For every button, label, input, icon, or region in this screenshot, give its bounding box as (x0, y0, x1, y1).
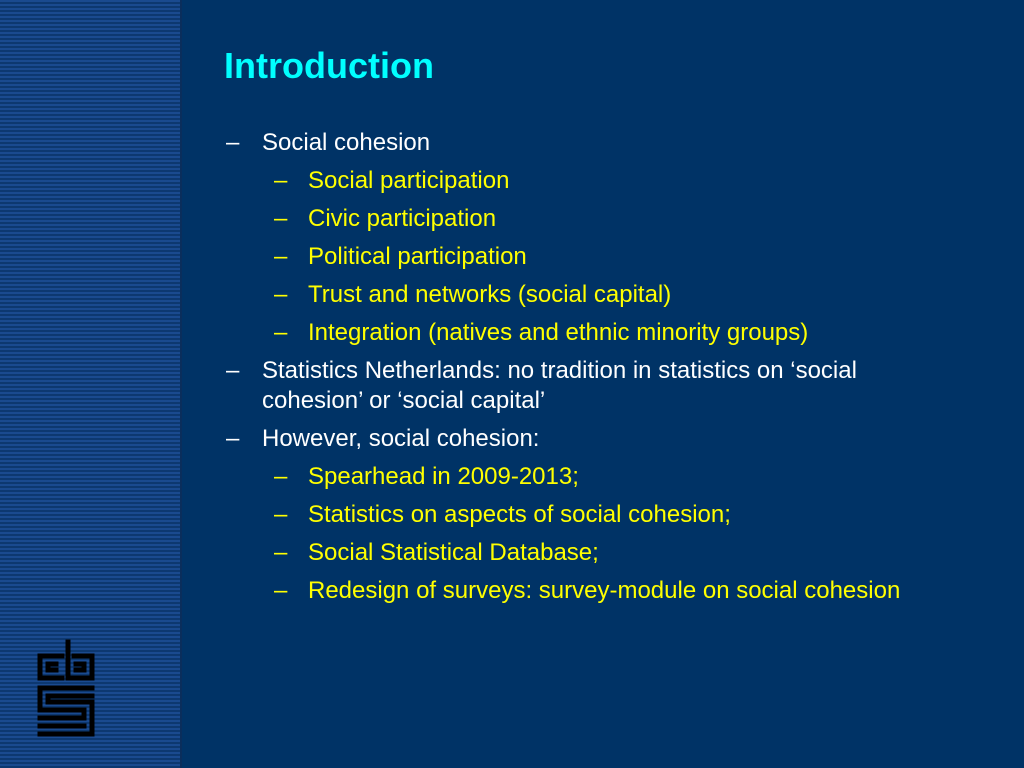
bullet-text: Trust and networks (social capital) (308, 281, 672, 308)
dash-bullet-icon: – (274, 463, 288, 490)
sub-bullet-item (224, 242, 924, 272)
sub-bullet-item (224, 500, 924, 530)
bullet-list (224, 128, 924, 606)
dash-bullet-icon: – (274, 577, 288, 604)
sub-bullet-item (224, 280, 924, 310)
bullet-text: Statistics Netherlands: no tradition in statistics on ‘social cohesion’ or ‘social capital’ (262, 357, 857, 414)
dash-bullet-icon: – (226, 357, 240, 384)
dash-bullet-icon: – (226, 425, 240, 452)
cbs-logo-icon (34, 638, 98, 742)
bullet-text: Spearhead in 2009-2013; (308, 463, 579, 490)
sidebar-edge (180, 0, 182, 768)
bullet-item (224, 356, 924, 416)
dash-bullet-icon: – (226, 129, 240, 156)
sub-bullet-item (224, 576, 924, 606)
bullet-text: Civic participation (308, 205, 497, 232)
bullet-item (224, 128, 924, 158)
dash-bullet-icon: – (274, 539, 288, 566)
sub-bullet-item (224, 462, 924, 492)
dash-bullet-icon: – (274, 243, 288, 270)
sub-bullet-item (224, 538, 924, 568)
dash-bullet-icon: – (274, 281, 288, 308)
bullet-text: Integration (natives and ethnic minority groups) (308, 319, 809, 346)
sub-bullet-item (224, 204, 924, 234)
bullet-text: Social participation (308, 167, 510, 194)
bullet-item (224, 424, 924, 454)
dash-bullet-icon: – (274, 205, 288, 232)
bullet-text: Political participation (308, 243, 527, 270)
sub-bullet-item (224, 318, 924, 348)
bullet-text: Social cohesion (262, 129, 431, 156)
sub-bullet-item (224, 166, 924, 196)
slide-title: Introduction (224, 45, 434, 86)
dash-bullet-icon: – (274, 501, 288, 528)
dash-bullet-icon: – (274, 167, 288, 194)
bullet-text: Redesign of surveys: survey-module on social cohesion (308, 577, 901, 604)
bullet-text: Social Statistical Database; (308, 539, 599, 566)
dash-bullet-icon: – (274, 319, 288, 346)
bullet-text: Statistics on aspects of social cohesion; (308, 501, 731, 528)
bullet-text: However, social cohesion: (262, 425, 540, 452)
